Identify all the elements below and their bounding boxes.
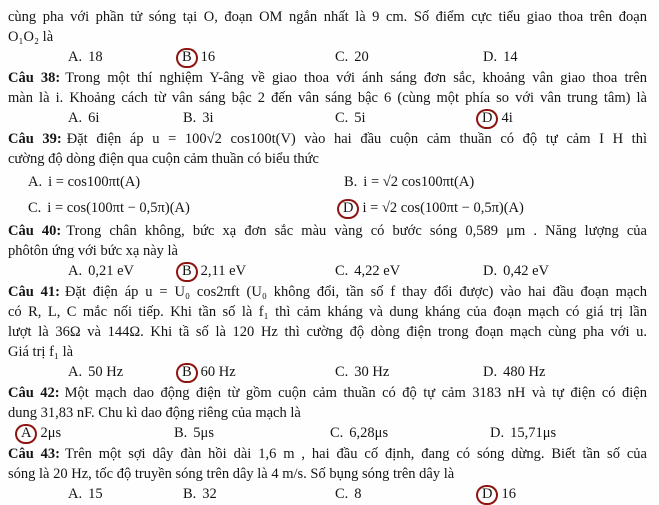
question-line: lượt là 36Ω và 144Ω. Khi tầ số là 120 Hz thì cường độ dòng điện trong đoạn mạch cùng pha với u.: [8, 324, 647, 340]
option-text: 50 Hz: [88, 364, 124, 380]
option-text: 18: [88, 49, 103, 65]
option-a: [68, 108, 183, 128]
option-text: 6i: [88, 110, 100, 126]
option-a: [28, 169, 344, 195]
question-line: [8, 68, 647, 88]
option-letter: D .: [483, 364, 497, 380]
option-letter: B .: [183, 110, 196, 126]
question-line: màn là i. Khoảng cách từ vân sáng bậc 2 đến vân sáng bậc 6 (cùng một phía so với vân trung tâm) là: [8, 90, 647, 106]
option-b: [183, 108, 335, 128]
option-text: 15: [88, 486, 103, 502]
option-text: 15,71μs: [510, 425, 557, 441]
question-block: [8, 7, 647, 68]
question-line: cùng pha với phần tử sóng tại O, đoạn OM ngắn nhất là 9 cm. Số điểm cực tiểu giao thoa trên đoạn: [8, 9, 647, 25]
option-letter: A .: [28, 174, 42, 190]
option-b: [183, 261, 335, 282]
option-text: 16: [200, 49, 216, 65]
option-b: [183, 484, 335, 504]
question-text: Trong một thí nghiệm Y-âng về giao thoa với ánh sáng đơn sắc, khoảng vân giao thoa trên: [65, 70, 647, 86]
question-number: Câu 42:: [8, 385, 60, 401]
option-letter: D .: [490, 425, 504, 441]
question-line: Giá trị f₁ là: [8, 344, 74, 360]
option-c: [335, 484, 483, 504]
option-text: i = √2 cos100πt(A): [363, 174, 475, 190]
option-c: [28, 195, 344, 221]
option-text: 0,42 eV: [503, 263, 550, 279]
option-d: [483, 47, 647, 67]
question-block: [8, 129, 647, 221]
option-d: [483, 362, 647, 382]
option-d: [483, 108, 647, 129]
option-letter: D .: [483, 49, 497, 65]
option-a: [68, 362, 183, 382]
option-text: 32: [202, 486, 217, 502]
question-line: [8, 383, 647, 403]
option-a: [68, 484, 183, 504]
option-text: 6,28μs: [349, 425, 389, 441]
question-line: sóng là 20 Hz, tốc độ truyền sóng trên dây là 4 m/s. Số bụng sóng trên dây là: [8, 466, 455, 482]
option-letter: B .: [174, 425, 187, 441]
options-row: [68, 484, 647, 505]
option-letter: C .: [330, 425, 343, 441]
option-letter answer-circle: B: [176, 262, 198, 282]
option-letter: C .: [335, 110, 348, 126]
option-b: [344, 169, 647, 195]
option-text: 5i: [354, 110, 366, 126]
option-letter answer-circle: B: [176, 363, 198, 383]
option-a: [68, 47, 183, 67]
option-text: 16: [501, 486, 516, 502]
option-letter answer-circle: A: [15, 424, 37, 444]
question-text: Một mạch dao động điện từ gồm cuộn cảm thuần có độ tự cảm 3183 nH và tự điện có điện: [64, 385, 647, 401]
question-block: [8, 383, 647, 444]
question-number: Câu 40:: [8, 223, 62, 239]
question-line: [8, 129, 647, 149]
question-text: Đặt điện áp u = 100√2 cos100t(V) vào hai đầu cuộn cảm thuần có độ tự cảm I H thì: [66, 131, 647, 147]
question-number: Câu 43:: [8, 446, 61, 462]
option-letter answer-circle: D: [476, 109, 498, 129]
option-text: 2μs: [40, 425, 62, 441]
option-text: 480 Hz: [503, 364, 546, 380]
question-block: [8, 444, 647, 505]
option-text: i = cos100πt(A): [48, 174, 141, 190]
option-text: 4i: [501, 110, 513, 126]
option-letter: A .: [68, 49, 82, 65]
option-letter answer-circle: B: [176, 48, 198, 68]
question-line: [8, 221, 647, 241]
option-text: i = √2 cos(100πt − 0,5π)(A): [362, 200, 524, 216]
question-block: [8, 282, 647, 383]
option-letter: A .: [68, 364, 82, 380]
option-b: [183, 47, 335, 68]
option-c: [335, 261, 483, 281]
question-line: [8, 282, 647, 302]
question-line: cường độ dòng điện qua cuộn cảm thuần có biểu thức: [8, 151, 319, 167]
option-letter answer-circle: D: [337, 199, 359, 219]
question-block: [8, 68, 647, 129]
option-text: 20: [354, 49, 369, 65]
option-text: 5μs: [193, 425, 214, 441]
option-d: [483, 484, 647, 505]
option-b: [174, 423, 330, 443]
option-letter: D .: [483, 263, 497, 279]
option-d: [490, 423, 647, 443]
option-letter: C .: [335, 364, 348, 380]
options-row: [28, 169, 647, 221]
question-line: dung 31,83 nF. Chu kì dao động riêng của mạch là: [8, 405, 301, 421]
option-letter: C .: [335, 49, 348, 65]
option-text: 14: [503, 49, 518, 65]
question-text: Trên một sợi dây đàn hồi dài 1,6 m , hai đầu cố định, đang có sóng dừng. Biết tần số của: [65, 446, 647, 462]
question-number: Câu 39:: [8, 131, 62, 147]
question-line: O₁O₂ là: [8, 29, 54, 45]
question-text: Đặt điện áp u = U₀ cos2πft (U₀ không đổi, tần số f thay đổi được) vào hai đầu đoạn mạch: [65, 284, 647, 300]
options-row: [68, 108, 647, 129]
options-row: [68, 362, 647, 383]
option-letter: B .: [344, 174, 357, 190]
option-c: [335, 362, 483, 382]
question-line: có R, L, C mắc nối tiếp. Khi tần số là f₁ thì cảm kháng và dung kháng của đoạn mạch có giá trị lần: [8, 304, 647, 320]
option-letter: C .: [335, 263, 348, 279]
option-text: 30 Hz: [354, 364, 390, 380]
option-c: [330, 423, 490, 443]
options-row: [22, 423, 647, 444]
option-text: 8: [354, 486, 362, 502]
option-d: [344, 195, 647, 221]
option-c: [335, 47, 483, 67]
option-a: [68, 261, 183, 281]
option-text: i = cos(100πt − 0,5π)(A): [47, 200, 190, 216]
option-letter: A .: [68, 110, 82, 126]
question-number: Câu 41:: [8, 284, 61, 300]
option-text: 60 Hz: [200, 364, 236, 380]
option-d: [483, 261, 647, 281]
option-letter: B .: [183, 486, 196, 502]
option-letter: C .: [335, 486, 348, 502]
option-text: 2,11 eV: [200, 263, 247, 279]
option-letter: A .: [68, 486, 82, 502]
question-line: [8, 444, 647, 464]
option-text: 0,21 eV: [88, 263, 135, 279]
option-c: [335, 108, 483, 128]
options-row: [68, 261, 647, 282]
option-text: 4,22 eV: [354, 263, 401, 279]
option-letter: C .: [28, 200, 41, 216]
question-block: [8, 221, 647, 282]
option-a: [22, 423, 174, 444]
option-b: [183, 362, 335, 383]
option-letter answer-circle: D: [476, 485, 498, 505]
option-text: 3i: [202, 110, 214, 126]
question-text: Trong chân không, bức xạ đơn sắc màu vàng có bước sóng 0,589 μm . Năng lượng của: [66, 223, 647, 239]
question-line: phôtôn ứng với bức xạ này là: [8, 243, 178, 259]
question-number: Câu 38:: [8, 70, 61, 86]
options-row: [68, 47, 647, 68]
option-letter: A .: [68, 263, 82, 279]
